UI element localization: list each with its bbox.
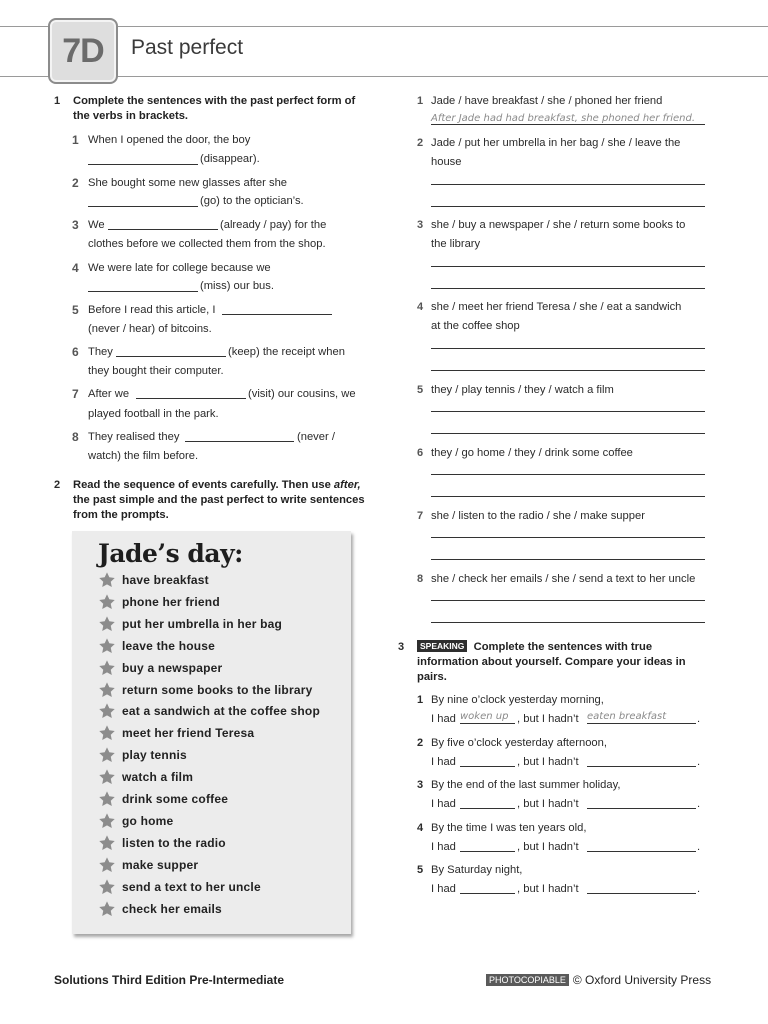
answer-line[interactable] bbox=[88, 164, 198, 165]
answer-line[interactable] bbox=[136, 398, 246, 399]
card-item-label: go home bbox=[122, 813, 174, 828]
prompt-text: they / play tennis / they / watch a film bbox=[431, 384, 614, 396]
card-item bbox=[98, 680, 312, 700]
answer-line[interactable] bbox=[116, 356, 226, 357]
exercise-3-number: 3 bbox=[398, 641, 405, 653]
hadnt-label: , but I hadn’t bbox=[517, 841, 579, 853]
ex3-item-prompt: By the time I was ten years old, bbox=[431, 822, 587, 834]
card-item bbox=[98, 877, 261, 897]
ex3-item-number: 1 bbox=[417, 694, 424, 706]
prompt-text: house bbox=[431, 156, 462, 168]
prompt-text: at the coffee shop bbox=[431, 320, 520, 332]
ex1-item-text: they bought their computer. bbox=[88, 365, 224, 377]
card-item bbox=[98, 745, 187, 765]
ex1-item-text: (keep) the receipt when bbox=[228, 346, 345, 358]
card-item-label: play tennis bbox=[122, 748, 187, 763]
ex1-item-text: (miss) our bus. bbox=[200, 280, 274, 292]
answer-line[interactable] bbox=[222, 314, 332, 315]
card-item-label: send a text to her uncle bbox=[122, 879, 261, 894]
answer-line[interactable] bbox=[431, 496, 705, 497]
ex3-item-number: 4 bbox=[417, 822, 424, 834]
full-stop: . bbox=[697, 756, 701, 768]
answer-line[interactable] bbox=[431, 474, 705, 475]
ex3-item-number: 2 bbox=[417, 737, 424, 749]
card-item-label: meet her friend Teresa bbox=[122, 726, 255, 741]
star-icon bbox=[98, 812, 116, 830]
exercise-2-number: 2 bbox=[54, 479, 61, 491]
card-item bbox=[98, 701, 320, 721]
card-item bbox=[98, 833, 226, 853]
ex1-item-text: When I opened the door, the boy bbox=[88, 134, 251, 146]
answer-line[interactable] bbox=[431, 370, 705, 371]
answer-line[interactable] bbox=[431, 266, 705, 267]
answer-line[interactable] bbox=[431, 348, 705, 349]
example-answer: eaten breakfast bbox=[587, 711, 667, 722]
answer-line[interactable] bbox=[587, 851, 696, 852]
had-label: I had bbox=[431, 756, 456, 768]
card-item-label: buy a newspaper bbox=[122, 660, 223, 675]
card-item-label: phone her friend bbox=[122, 594, 220, 609]
card-item bbox=[98, 658, 222, 678]
ex3-item-prompt: By Saturday night, bbox=[431, 864, 523, 876]
card-item bbox=[98, 592, 220, 612]
full-stop: . bbox=[697, 798, 701, 810]
answer-line[interactable] bbox=[431, 559, 705, 560]
full-stop: . bbox=[697, 841, 701, 853]
card-item-label: drink some coffee bbox=[122, 792, 229, 806]
card-item bbox=[98, 767, 193, 787]
prompt-number: 3 bbox=[417, 219, 424, 231]
star-icon bbox=[98, 790, 116, 808]
answer-line[interactable] bbox=[460, 766, 515, 767]
star-icon bbox=[98, 878, 116, 896]
ex1-item-number: 5 bbox=[72, 303, 79, 317]
star-icon bbox=[98, 659, 116, 677]
card-item bbox=[98, 789, 228, 809]
star-icon bbox=[98, 900, 116, 918]
card-item-label: return some books to the library bbox=[122, 682, 313, 697]
answer-line[interactable] bbox=[587, 893, 696, 894]
answer-line[interactable] bbox=[431, 206, 705, 207]
ex1-item-text: (already / pay) for the bbox=[220, 219, 327, 231]
ex1-item-number: 6 bbox=[72, 345, 79, 359]
exercise-1-instruction: Complete the sentences with the past perfect form of the verbs in brackets. bbox=[73, 95, 356, 122]
ex1-item-text: We were late for college because we bbox=[88, 262, 271, 274]
answer-line[interactable] bbox=[460, 851, 515, 852]
had-label: I had bbox=[431, 713, 456, 725]
speaking-badge: SPEAKING bbox=[417, 640, 467, 652]
ex1-item-text: clothes before we collected them from the shop. bbox=[88, 238, 326, 250]
star-icon bbox=[98, 681, 116, 699]
hadnt-label: , but I hadn’t bbox=[517, 713, 579, 725]
star-icon bbox=[98, 615, 116, 633]
prompt-text: they / go home / they / drink some coffee bbox=[431, 447, 633, 459]
had-label: I had bbox=[431, 841, 456, 853]
prompt-text: she / check her emails / she / send a text to her uncle bbox=[431, 573, 696, 585]
full-stop: . bbox=[697, 883, 701, 895]
answer-line[interactable] bbox=[431, 288, 705, 289]
answer-line[interactable] bbox=[431, 411, 705, 412]
answer-line[interactable] bbox=[108, 229, 218, 230]
star-icon bbox=[98, 593, 116, 611]
card-title: Jade’s day: bbox=[98, 539, 243, 568]
answer-line[interactable] bbox=[431, 184, 705, 185]
ex1-item-text: They bbox=[88, 346, 113, 358]
publisher: © Oxford University Press bbox=[572, 973, 712, 987]
answer-line[interactable] bbox=[88, 291, 198, 292]
prompt-number: 2 bbox=[417, 137, 424, 149]
answer-line[interactable] bbox=[460, 723, 515, 724]
card-item-label: make supper bbox=[122, 857, 199, 872]
unit-badge: 7D bbox=[48, 18, 118, 84]
ex3-item-prompt: By five o’clock yesterday afternoon, bbox=[431, 737, 607, 749]
card-item bbox=[98, 636, 215, 656]
ex1-item-number: 3 bbox=[72, 218, 79, 232]
ex1-item-text: (never / bbox=[297, 431, 335, 443]
prompt-number: 1 bbox=[417, 95, 424, 107]
star-icon bbox=[98, 571, 116, 589]
had-label: I had bbox=[431, 883, 456, 895]
answer-line[interactable] bbox=[431, 537, 705, 538]
card-item-label: leave the house bbox=[122, 638, 216, 653]
exercise-3-instruction: SPEAKING Complete the sentences with true information about yourself. Compare your ideas in pairs. bbox=[417, 641, 686, 683]
ex1-item-text: She bought some new glasses after she bbox=[88, 177, 288, 189]
footer-book-title: Solutions Third Edition Pre-Intermediate bbox=[54, 973, 285, 987]
jades-day-card bbox=[72, 531, 351, 934]
answer-line[interactable] bbox=[431, 622, 705, 623]
card-item bbox=[98, 811, 173, 831]
star-icon bbox=[98, 724, 116, 742]
star-icon bbox=[98, 856, 116, 874]
exercise-2-instruction: Read the sequence of events carefully. Then use after, the past simple and the past perfect to write sentences from the prompts. bbox=[73, 479, 365, 521]
star-icon bbox=[98, 637, 116, 655]
had-label: I had bbox=[431, 798, 456, 810]
footer-copyright bbox=[486, 973, 711, 987]
ex1-item-number: 2 bbox=[72, 176, 79, 190]
answer-line[interactable] bbox=[460, 808, 515, 809]
card-item bbox=[98, 899, 222, 919]
card-item bbox=[98, 855, 198, 875]
ex1-item-text: Before I read this article, I bbox=[88, 304, 216, 316]
hadnt-label: , but I hadn’t bbox=[517, 798, 579, 810]
ex1-item-text: They realised they bbox=[88, 431, 180, 443]
answer-line[interactable] bbox=[431, 600, 705, 601]
answer-line[interactable] bbox=[587, 723, 696, 724]
ex1-item-text: (never / hear) of bitcoins. bbox=[88, 323, 212, 335]
prompt-text: Jade / put her umbrella in her bag / she / leave the bbox=[431, 137, 681, 149]
page-title: Past perfect bbox=[131, 36, 244, 59]
card-item bbox=[98, 723, 254, 743]
star-icon bbox=[98, 834, 116, 852]
card-item-label: eat a sandwich at the coffee shop bbox=[122, 704, 320, 719]
card-item-label: check her emails bbox=[122, 901, 222, 916]
hadnt-label: , but I hadn’t bbox=[517, 883, 579, 895]
answer-line[interactable] bbox=[431, 124, 705, 125]
prompt-text: she / meet her friend Teresa / she / eat a sandwich bbox=[431, 301, 682, 313]
answer-line[interactable] bbox=[185, 441, 294, 442]
photocopiable-badge: PHOTOCOPIABLE bbox=[486, 974, 569, 986]
star-icon bbox=[98, 746, 116, 764]
card-item-label: put her umbrella in her bag bbox=[122, 616, 283, 631]
prompt-number: 5 bbox=[417, 384, 424, 396]
card-item-label: have breakfast bbox=[122, 573, 209, 587]
answer-line[interactable] bbox=[431, 433, 705, 434]
prompt-number: 7 bbox=[417, 510, 424, 522]
example-answer: woken up bbox=[460, 711, 509, 722]
ex1-item-number: 8 bbox=[72, 430, 79, 444]
ex1-item-text: played football in the park. bbox=[88, 408, 219, 420]
card-item bbox=[98, 570, 209, 590]
ex1-item-text: We bbox=[88, 219, 105, 231]
answer-line[interactable] bbox=[587, 808, 696, 809]
ex3-item-prompt: By nine o’clock yesterday morning, bbox=[431, 694, 604, 706]
ex3-item-number: 3 bbox=[417, 779, 424, 791]
ex1-item-text: (go) to the optician’s. bbox=[200, 195, 304, 207]
answer-line[interactable] bbox=[88, 206, 198, 207]
ex1-item-text: (visit) our cousins, we bbox=[248, 388, 356, 400]
ex1-item-text: (disappear). bbox=[200, 153, 260, 165]
prompt-number: 8 bbox=[417, 573, 424, 585]
hadnt-label: , but I hadn’t bbox=[517, 756, 579, 768]
answer-line[interactable] bbox=[587, 766, 696, 767]
full-stop: . bbox=[697, 713, 701, 725]
ex3-item-number: 5 bbox=[417, 864, 424, 876]
prompt-number: 6 bbox=[417, 447, 424, 459]
ex1-item-number: 1 bbox=[72, 133, 79, 147]
star-icon bbox=[98, 702, 116, 720]
prompt-text: Jade / have breakfast / she / phoned her friend bbox=[431, 95, 663, 107]
card-item bbox=[98, 614, 282, 634]
prompt-text: she / buy a newspaper / she / return some books to bbox=[431, 219, 686, 231]
card-item-label: watch a film bbox=[122, 770, 194, 785]
answer-line[interactable] bbox=[460, 893, 515, 894]
ex1-item-text: After we bbox=[88, 388, 130, 400]
card-item-label: listen to the radio bbox=[122, 835, 226, 850]
ex3-item-prompt: By the end of the last summer holiday, bbox=[431, 779, 621, 791]
ex1-item-number: 7 bbox=[72, 387, 79, 401]
exercise-1-number: 1 bbox=[54, 95, 61, 107]
ex1-item-number: 4 bbox=[72, 261, 79, 275]
prompt-number: 4 bbox=[417, 301, 424, 313]
prompt-text: she / listen to the radio / she / make supper bbox=[431, 510, 645, 522]
star-icon bbox=[98, 768, 116, 786]
example-answer: After Jade had had breakfast, she phoned her friend. bbox=[431, 113, 696, 124]
ex1-item-text: watch) the film before. bbox=[88, 450, 199, 462]
prompt-text: the library bbox=[431, 238, 481, 250]
